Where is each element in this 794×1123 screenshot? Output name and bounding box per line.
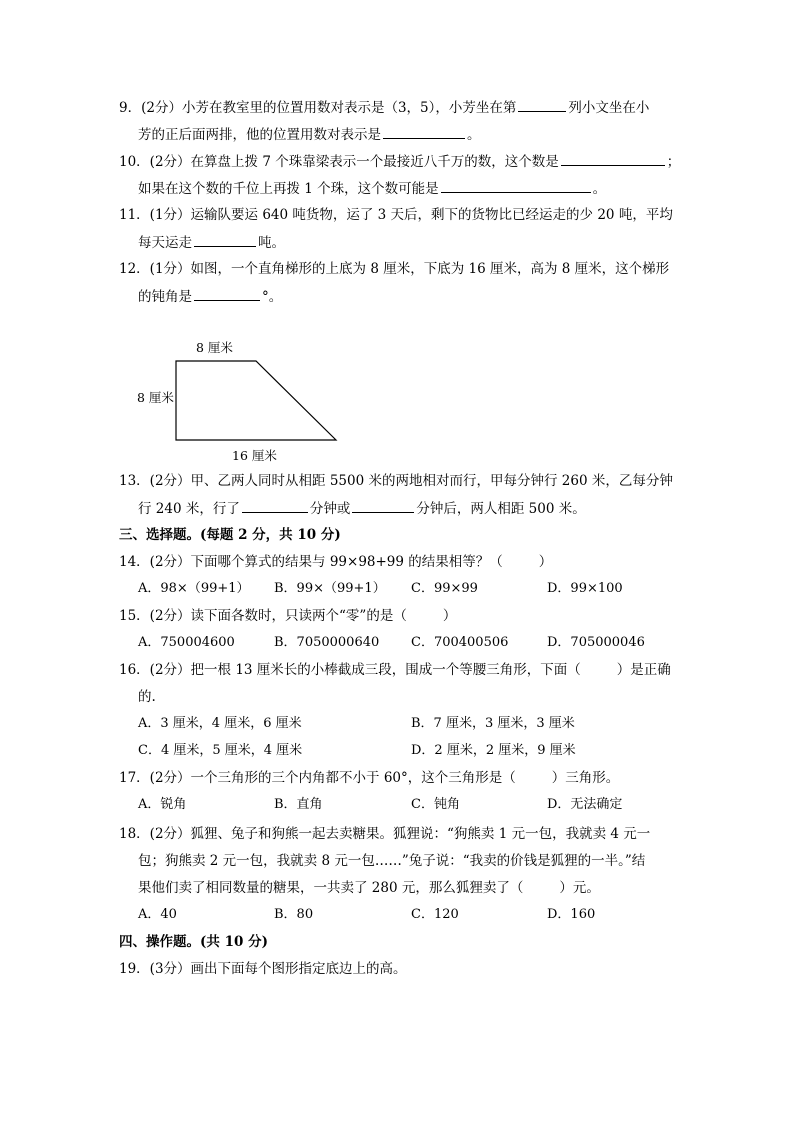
answer-blank[interactable] [242, 499, 308, 513]
question-18-line-1: 18．(2分）狐狸、兔子和狗熊一起去卖糖果。狐狸说：“狗熊卖 1 元一包，我就卖 4 元一 [119, 826, 651, 842]
question-16-text: 16．(2分）把一根 13 厘米长的小棒截成三段，围成一个等腰三角形，下面（ [119, 662, 581, 678]
option-b[interactable]: B．99×（99+1） [274, 581, 386, 596]
question-11-line-1 [119, 206, 673, 224]
question-9-text: 列小文坐在小 [568, 100, 650, 116]
question-15-stem [119, 607, 456, 625]
option-c[interactable]: C．700400506 [411, 635, 509, 650]
answer-blank[interactable] [518, 98, 566, 112]
option-d[interactable]: D．160 [547, 907, 596, 922]
option-c[interactable]: C．钝角 [411, 797, 460, 812]
question-14-text: ） [538, 554, 553, 570]
question-12-text: 12．(1分）如图，一个直角梯形的上底为 8 厘米，下底为 16 厘米，高为 8 厘米，这个梯形 [119, 261, 670, 277]
option-c[interactable]: C．120 [411, 907, 459, 922]
question-19-stem: 19．(3分）画出下面每个图形指定底边上的高。 [119, 961, 407, 977]
option-d[interactable]: D．无法确定 [547, 797, 623, 812]
trapezoid-shape [176, 361, 336, 440]
answer-blank[interactable] [561, 152, 665, 166]
option-b[interactable]: B．80 [274, 907, 314, 922]
question-11-text: 吨。 [258, 235, 285, 251]
option-a[interactable]: A．750004600 [138, 635, 235, 650]
question-18-line-3 [138, 879, 600, 897]
question-17-text: ）三角形。 [551, 770, 620, 786]
question-9-line-1 [119, 98, 649, 117]
option-c[interactable]: C．99×99 [411, 581, 478, 596]
question-13-text: 分钟或 [309, 501, 351, 517]
question-13-line-1 [119, 472, 673, 490]
option-a[interactable]: A．98×（99+1） [138, 581, 250, 596]
option-d[interactable]: D．2 厘米，2 厘米，9 厘米 [411, 743, 576, 758]
option-d[interactable]: D．99×100 [547, 581, 623, 596]
option-d[interactable]: D．705000046 [547, 635, 645, 650]
answer-blank[interactable] [383, 125, 465, 139]
question-10-line-2 [138, 179, 606, 198]
option-b[interactable]: B．7050000640 [274, 635, 380, 650]
question-11-text: 11．(1分）运输队要运 640 吨货物，运了 3 天后，剩下的货物比已经运走的少 20 吨，平均 [119, 207, 673, 223]
option-a[interactable]: A．40 [138, 907, 177, 922]
answer-blank[interactable] [194, 233, 256, 247]
question-12-line-1 [119, 260, 669, 278]
question-13-text: 行 240 米，行了 [138, 501, 240, 517]
question-16-line-1 [119, 661, 671, 679]
question-17-text: 17．(2分）一个三角形的三个内角都不小于 60°，这个三角形是（ [119, 770, 516, 786]
question-13-line-2 [138, 499, 586, 518]
figure-left-label: 8 厘米 [137, 390, 174, 405]
question-9-text: 芳的正后面两排，他的位置用数对表示是 [138, 127, 381, 143]
question-16-text: ）是正确 [616, 662, 671, 678]
question-13-text: 分钟后，两人相距 500 米。 [416, 501, 586, 517]
question-12-line-2 [138, 287, 282, 306]
question-10-line-1 [119, 152, 680, 171]
question-11-line-2 [138, 233, 285, 252]
question-9-line-2 [138, 125, 481, 144]
answer-blank[interactable] [441, 179, 591, 193]
section-4-heading: 四、操作题。(共 10 分) [119, 934, 268, 950]
answer-blank[interactable] [352, 499, 414, 513]
question-9-text: 9．(2分）小芳在教室里的位置用数对表示是（3，5），小芳坐在第 [119, 100, 517, 116]
question-15-text: ） [442, 608, 457, 624]
question-14-stem [119, 553, 552, 571]
section-3-heading: 三、选择题。(每题 2 分，共 10 分) [119, 527, 341, 543]
figure-bottom-label: 16 厘米 [232, 448, 277, 463]
question-17-stem [119, 769, 619, 787]
question-9-text: 。 [467, 127, 481, 143]
question-10-text: 如果在这个数的千位上再拨 1 个珠，这个数可能是 [138, 181, 439, 197]
trapezoid-figure [170, 355, 342, 447]
question-10-text: 10．(2分）在算盘上拨 7 个珠靠梁表示一个最接近八千万的数，这个数是 [119, 154, 559, 170]
question-12-text: 的钝角是 [138, 289, 192, 305]
option-b[interactable]: B．7 厘米，3 厘米，3 厘米 [411, 716, 575, 731]
question-15-text: 15．(2分）读下面各数时，只读两个“零”的是（ [119, 608, 407, 624]
question-18-line-2: 包；狗熊卖 2 元一包，我就卖 8 元一包……”兔子说：“我卖的价钱是狐狸的一半。”结 [138, 853, 646, 869]
answer-blank[interactable] [194, 287, 260, 301]
question-18-text: ）元。 [559, 880, 600, 896]
option-b[interactable]: B．直角 [274, 797, 323, 812]
question-14-text: 14．(2分）下面哪个算式的结果与 99×98+99 的结果相等？（ [119, 554, 503, 570]
option-a[interactable]: A．锐角 [138, 797, 187, 812]
figure-top-label: 8 厘米 [196, 340, 233, 355]
question-18-text: 果他们卖了相同数量的糖果，一共卖了 280 元，那么狐狸卖了（ [138, 880, 524, 896]
option-a[interactable]: A．3 厘米，4 厘米，6 厘米 [138, 716, 302, 731]
question-11-text: 每天运走 [138, 235, 192, 251]
question-10-text: ； [666, 154, 681, 170]
question-16-line-2: 的. [138, 689, 156, 705]
option-c[interactable]: C．4 厘米，5 厘米，4 厘米 [138, 743, 303, 758]
question-13-text: 13．(2分）甲、乙两人同时从相距 5500 米的两地相对而行，甲每分钟行 260 米，乙每分钟 [119, 473, 673, 489]
question-10-text: 。 [592, 181, 607, 197]
question-12-text: °。 [262, 289, 283, 305]
